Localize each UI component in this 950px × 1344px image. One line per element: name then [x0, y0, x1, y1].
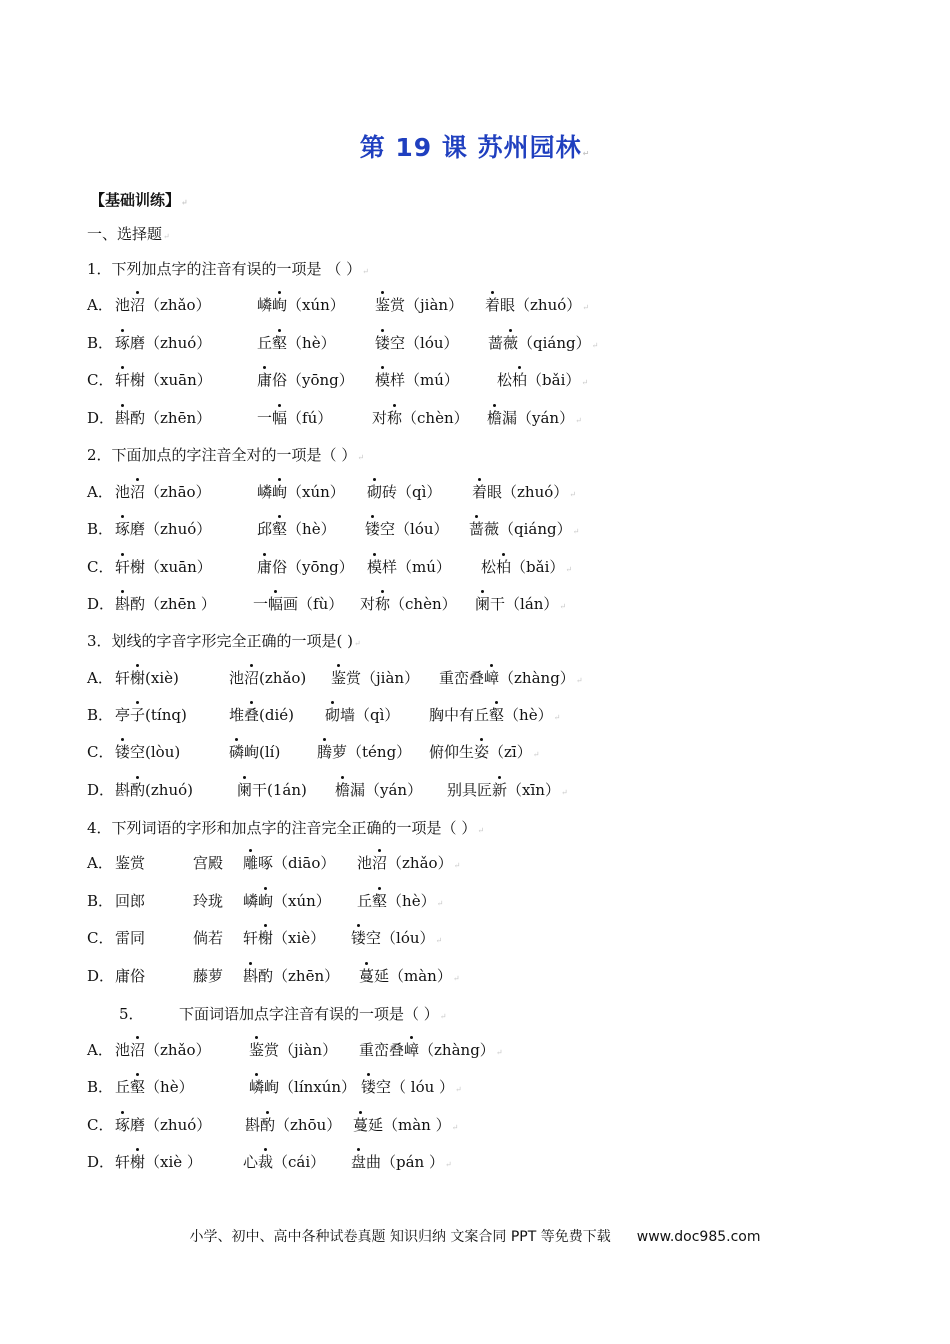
option-item — [253, 594, 343, 614]
option-item — [193, 928, 223, 948]
option-item: 蔷薇（qiáng）↵ — [488, 334, 599, 352]
option-item — [229, 742, 280, 762]
option-text: 胸中有丘 — [429, 706, 490, 724]
option-text: 松 — [481, 558, 497, 576]
option-text: 邱 — [257, 520, 273, 538]
option-text: 倘若 — [193, 929, 224, 947]
dotted-char: 着 — [485, 296, 501, 314]
option-item — [115, 333, 211, 353]
option-text: （zī） — [489, 743, 532, 761]
option-text: 空（lóu） — [366, 929, 435, 947]
dotted-char: 壑 — [489, 706, 505, 724]
option-text: (zhǎo) — [259, 669, 307, 687]
option-item — [243, 853, 335, 873]
option-label: B． — [87, 892, 114, 910]
option-text: 榭（xuān） — [130, 558, 212, 576]
option-text: 池 — [115, 296, 131, 314]
option-text: （bǎi） — [527, 371, 581, 389]
dotted-char: 酌 — [260, 1116, 276, 1134]
option-text: 磨（zhuó） — [130, 520, 212, 538]
option-text: （hè） — [387, 892, 436, 910]
option-text: 松 — [497, 371, 513, 389]
option-item: 别具匠新（xīn）↵ — [447, 781, 568, 799]
option-text: （qiáng） — [518, 334, 591, 352]
option-text: 蔷 — [488, 334, 504, 352]
option-item — [115, 295, 211, 315]
section-title: 【基础训练】↵ — [90, 191, 188, 209]
option-text: （xún） — [287, 296, 345, 314]
option-item: 镂空（ lóu ）↵ — [361, 1078, 462, 1096]
option-text: 斟 — [115, 781, 131, 799]
dotted-char: 榭 — [258, 929, 274, 947]
option-item — [375, 295, 463, 315]
option-text: 俗（yōng） — [272, 558, 354, 576]
option-text: 漏（yán） — [350, 781, 423, 799]
dotted-char: 幅 — [268, 595, 284, 613]
option-item — [115, 742, 180, 762]
dotted-char: 模 — [367, 558, 383, 576]
option-label: D． — [87, 967, 115, 985]
dotted-char: 腾 — [317, 743, 333, 761]
option-text: 庸俗 — [115, 967, 146, 985]
option-item — [365, 519, 449, 539]
option-item — [249, 1077, 356, 1097]
option-item: 蔷薇（qiáng）↵ — [469, 520, 580, 538]
option-text: （xún） — [287, 483, 345, 501]
dotted-char: 阑 — [237, 781, 253, 799]
dotted-char: 姿 — [474, 743, 490, 761]
dotted-char: 壑 — [372, 892, 388, 910]
option-label: B． — [87, 1078, 114, 1096]
option-item — [243, 891, 331, 911]
option-label: B． — [87, 334, 114, 352]
option-label: A． — [87, 669, 113, 687]
dotted-char: 嶂 — [484, 669, 500, 687]
option-item: 镂空（lóu）↵ — [351, 929, 443, 947]
option-text: （xún） — [273, 892, 331, 910]
option-text: 一 — [253, 595, 269, 613]
option-item — [257, 408, 332, 428]
option-item: 松柏（bǎi）↵ — [497, 371, 589, 389]
option-text: 池 — [229, 669, 245, 687]
option-text: 眼（zhuó） — [487, 483, 569, 501]
option-text: 空（lóu） — [380, 520, 449, 538]
option-text: 池 — [357, 854, 373, 872]
dotted-char: 镂 — [361, 1078, 377, 1096]
option-text: 玲珑 — [193, 892, 224, 910]
option-item — [115, 557, 212, 577]
dotted-char: 榭 — [130, 1153, 146, 1171]
footer-url[interactable]: www.doc985.com — [636, 1229, 761, 1245]
option-label: D． — [87, 1153, 115, 1171]
dotted-char: 叠 — [244, 706, 260, 724]
option-item: 蔓延（màn ）↵ — [353, 1116, 459, 1134]
option-text: 峋（línxún） — [264, 1078, 357, 1096]
dotted-char: 壑 — [272, 520, 288, 538]
option-item — [115, 966, 145, 986]
option-item — [193, 966, 223, 986]
option-text: （zhāo） — [145, 483, 211, 501]
option-text: 砖（qì） — [382, 483, 442, 501]
option-label: C． — [87, 1116, 114, 1134]
option-item — [243, 1152, 325, 1172]
dotted-char: 庸 — [257, 371, 273, 389]
dotted-char: 着 — [472, 483, 488, 501]
option-item — [237, 780, 307, 800]
option-item — [375, 333, 459, 353]
dotted-char: 沼 — [372, 854, 388, 872]
option-text: 堆 — [229, 706, 245, 724]
option-text: 酌（zhēn ） — [130, 595, 216, 613]
option-text: 藤萝 — [193, 967, 224, 985]
option-text: 嶙 — [257, 483, 273, 501]
page-footer: 小学、初中、高中各种试卷真题 知识归纳 文案合同 PPT 等免费下载 www.doc985.com — [189, 1229, 761, 1245]
dotted-char: 称 — [387, 409, 403, 427]
option-text: 俯仰生 — [429, 743, 475, 761]
dotted-char: 幅 — [272, 409, 288, 427]
option-text: 一 — [257, 409, 273, 427]
option-text: （fú） — [287, 409, 333, 427]
dotted-char: 蔓 — [353, 1116, 369, 1134]
option-item — [257, 370, 354, 390]
subsection-title: 一、选择题↵ — [87, 225, 170, 243]
dotted-char: 檐 — [487, 409, 503, 427]
option-text: 样（mú） — [382, 558, 451, 576]
option-text: （xiè ） — [145, 1153, 202, 1171]
option-item: 重峦叠嶂（zhàng）↵ — [439, 669, 583, 687]
dotted-char: 琢 — [115, 1116, 131, 1134]
dotted-char: 嶙 — [249, 1078, 265, 1096]
dotted-char: 镂 — [365, 520, 381, 538]
dotted-char: 蔓 — [359, 967, 375, 985]
dotted-char: 轩 — [115, 371, 131, 389]
dotted-char: 子 — [130, 706, 146, 724]
option-text: 对 — [360, 595, 376, 613]
dotted-char: 琢 — [115, 334, 131, 352]
option-item: 胸中有丘壑（hè）↵ — [429, 706, 561, 724]
option-text: 干(1án) — [252, 781, 307, 799]
dotted-char: 斟 — [115, 409, 131, 427]
option-text: 亭 — [115, 706, 131, 724]
option-item — [115, 1115, 211, 1135]
option-item — [367, 482, 441, 502]
option-text: 赏（jiàn） — [390, 296, 464, 314]
option-text: （zhàng） — [499, 669, 575, 687]
option-item — [257, 519, 336, 539]
dotted-char: 阑 — [475, 595, 491, 613]
option-item — [243, 966, 339, 986]
option-text: 丘 — [115, 1078, 131, 1096]
dotted-char: 砌 — [367, 483, 383, 501]
option-label: D． — [87, 781, 115, 799]
option-item — [193, 891, 223, 911]
question-stem: 4．下列词语的字形和加点字的注音完全正确的一项是（ ）↵ — [87, 819, 485, 837]
option-text: 磨（zhuó） — [130, 1116, 212, 1134]
option-label: C． — [87, 743, 114, 761]
option-item: 蔓延（màn）↵ — [359, 967, 460, 985]
option-item — [115, 519, 211, 539]
option-item — [360, 594, 457, 614]
option-item: 松柏（bǎi）↵ — [481, 558, 573, 576]
option-item — [375, 370, 459, 390]
option-item — [245, 1115, 341, 1135]
option-item — [115, 928, 145, 948]
option-item — [257, 333, 336, 353]
dotted-char: 镂 — [351, 929, 367, 947]
dotted-char: 柏 — [496, 558, 512, 576]
dotted-char: 庸 — [257, 558, 273, 576]
option-item — [115, 408, 211, 428]
dotted-char: 模 — [375, 371, 391, 389]
option-text: 重峦叠 — [359, 1041, 405, 1059]
option-text: 干（lán） — [490, 595, 559, 613]
option-text: 轩 — [243, 929, 259, 947]
option-label: A． — [87, 854, 113, 872]
document-page: 第 19 课 苏州园林↵ 【基础训练】↵ 一、选择题↵ 1．下列加点字的注音有误的一项是 （ ）↵ A． 池沼（zhǎo） 嶙峋（xún） 鉴赏（jiàn） 着眼（zhuó）↵ B． 琢磨（zhuó） 丘壑（hè） 镂空（lóu） 蔷薇（qiáng）↵ C． 轩榭（xuān） 庸俗（yōng） 模样（mú） 松柏（bǎi）↵ D． 斟酌（zhēn） 一幅（fú） 对称（chèn） 檐漏（yán）↵ 2．下面加点的字注音全对的一项是（ ）↵ A． 池沼（zhāo） 嶙峋（xún） 砌砖（qì） 着眼（zhuó）↵ B． 琢磨（zhuó） 邱壑（hè） 镂空（lóu） 蔷薇（qiáng）↵ C． 轩榭（xuān） 庸俗（yōng） 模样（mú） 松柏（bǎi）↵ D． 斟酌（zhēn ） 一幅画（fù） 对称（chèn） 阑干（lán）↵ 3．划线的字音字形完全正确的一项是( )↵ A． 轩榭(xiè) 池沼(zhǎo) 鉴赏（jiàn） 重峦叠嶂（zhàng）↵ B． 亭子(tínq) 堆叠(dié) 砌墙（qì） 胸中有丘壑（hè）↵ C． 镂空(lòu) 磷峋(lí) 腾萝（téng） 俯仰生姿（zī）↵ D． 斟酌(zhuó) 阑干(1án) 檐漏（yán） 别具匠新（xīn）↵ 4．下列词语的字形和加点字的注音完全正确的一项是（ ）↵ A． 鉴赏 宫殿 雕啄（diāo） 池沼（zhǎo）↵ B． 回郎 玲珑 嶙峋（xún） 丘壑（hè）↵ C． 雷同 倘若 轩榭（xiè） 镂空（lóu）↵ D． 庸俗 藤萝 斟酌（zhēn） 蔓延（màn）↵ 5． 下面词语加点字注音有误的一项是（ ）↵ A． 池沼（zhǎo） 鉴赏（jiàn） 重峦叠嶂（zhàng）↵ B． 丘壑（hè） 嶙峋（línxún） 镂空（ lóu ）↵ C． 琢磨（zhuó） 斟酌（zhōu） 蔓延（màn ）↵ D． 轩榭（xiè ） 心裁（cái） 盘曲（pán ）↵ 小学、初中、高中各种试卷真题 知识归纳 文案合同 PPT 等免费下载 www.doc985.com — [0, 0, 950, 1344]
option-text: 延（màn ） — [368, 1116, 451, 1134]
option-text: （zhōu） — [275, 1116, 342, 1134]
question-stem: 3．划线的字音字形完全正确的一项是( )↵ — [87, 632, 361, 650]
option-item — [317, 742, 411, 762]
option-item: 丘壑（hè）↵ — [357, 892, 444, 910]
option-text: 样（mú） — [390, 371, 459, 389]
option-item: 池沼（zhǎo）↵ — [357, 854, 461, 872]
dotted-char: 新 — [492, 781, 508, 799]
option-text: 重峦叠 — [439, 669, 485, 687]
option-text: 轩 — [115, 1153, 131, 1171]
dotted-char: 壑 — [272, 334, 288, 352]
dotted-char: 薇 — [503, 334, 519, 352]
option-label: D． — [87, 409, 115, 427]
option-text: 对 — [372, 409, 388, 427]
option-text: (dié) — [259, 706, 295, 724]
option-text: 轩 — [115, 669, 131, 687]
dotted-char: 砌 — [325, 706, 341, 724]
option-item — [229, 668, 306, 688]
dotted-char: 磷 — [229, 743, 245, 761]
option-text: （zhǎo） — [145, 1041, 211, 1059]
option-text: 榭（xuān） — [130, 371, 212, 389]
option-text: 池 — [115, 1041, 131, 1059]
option-text: 鉴赏 — [115, 854, 146, 872]
dotted-char: 镂 — [375, 334, 391, 352]
option-item — [243, 928, 325, 948]
option-label: D． — [87, 595, 115, 613]
option-text: 空（ lóu ） — [376, 1078, 455, 1096]
dotted-char: 榭 — [130, 669, 146, 687]
dotted-char: 鉴 — [375, 296, 391, 314]
option-item: 重峦叠嶂（zhàng）↵ — [359, 1041, 503, 1059]
option-text: 眼（zhuó） — [500, 296, 582, 314]
option-text: （xīn） — [507, 781, 560, 799]
page-title: 第 19 课 苏州园林↵ — [359, 133, 591, 162]
option-text: 丘 — [257, 334, 273, 352]
dotted-char: 沼 — [244, 669, 260, 687]
option-text: 墙（qì） — [340, 706, 400, 724]
option-text: 薇（qiáng） — [484, 520, 572, 538]
option-text: 丘 — [357, 892, 373, 910]
option-text: （bǎi） — [511, 558, 565, 576]
dotted-char: 蔷 — [469, 520, 485, 538]
option-item — [115, 668, 179, 688]
option-label: B． — [87, 706, 114, 724]
option-item: 盘曲（pán ）↵ — [351, 1153, 452, 1171]
option-text: （hè） — [145, 1078, 194, 1096]
option-text: 心 — [243, 1153, 259, 1171]
option-text: 回郎 — [115, 892, 146, 910]
question-stem: 1．下列加点字的注音有误的一项是 （ ）↵ — [87, 260, 369, 278]
option-item — [367, 557, 451, 577]
option-label: A． — [87, 296, 113, 314]
option-text: 雷同 — [115, 929, 146, 947]
option-label: C． — [87, 558, 114, 576]
option-text: （cái） — [273, 1153, 326, 1171]
option-item — [257, 557, 354, 577]
option-label: B． — [87, 520, 114, 538]
option-item — [325, 705, 399, 725]
option-text: 宫殿 — [193, 854, 224, 872]
option-text: 酌（zhēn） — [258, 967, 340, 985]
option-item — [335, 780, 422, 800]
dotted-char: 峋 — [272, 483, 288, 501]
option-text: 空（lóu） — [390, 334, 459, 352]
option-text: （chèn） — [390, 595, 457, 613]
dotted-char: 壑 — [130, 1078, 146, 1096]
option-text: （hè） — [287, 334, 336, 352]
dotted-char: 峋 — [272, 296, 288, 314]
option-text: 赏（jiàn） — [346, 669, 420, 687]
dotted-char: 沼 — [130, 1041, 146, 1059]
dotted-char: 雕 — [243, 854, 259, 872]
dotted-char: 斟 — [115, 595, 131, 613]
option-item — [193, 853, 223, 873]
option-item: 着眼（zhuó）↵ — [472, 483, 576, 501]
option-text: 漏（yán） — [502, 409, 575, 427]
option-text: （zhàng） — [419, 1041, 495, 1059]
option-text: (tínq) — [145, 706, 187, 724]
option-text: （zhǎo） — [387, 854, 453, 872]
option-text: （hè） — [504, 706, 553, 724]
dotted-char: 琢 — [115, 520, 131, 538]
option-item — [257, 295, 345, 315]
option-text: 嶙 — [243, 892, 259, 910]
option-text: （xiè） — [273, 929, 326, 947]
dotted-char: 沼 — [130, 483, 146, 501]
dotted-char: 轩 — [115, 558, 131, 576]
option-item — [115, 891, 145, 911]
option-item — [372, 408, 469, 428]
option-text: （hè） — [287, 520, 336, 538]
option-text: 池 — [115, 483, 131, 501]
dotted-char: 裁 — [258, 1153, 274, 1171]
dotted-char: 沼 — [130, 296, 146, 314]
option-label: C． — [87, 371, 114, 389]
option-text: 峋(lí) — [244, 743, 281, 761]
option-item — [115, 370, 212, 390]
option-text: (xiè) — [145, 669, 179, 687]
dotted-char: 柏 — [512, 371, 528, 389]
dotted-char: 峋 — [258, 892, 274, 910]
option-text: 酌（zhēn） — [130, 409, 212, 427]
option-item — [115, 853, 145, 873]
option-item — [115, 705, 187, 725]
option-text: 赏（jiàn） — [264, 1041, 338, 1059]
dotted-char: 嶂 — [404, 1041, 420, 1059]
option-item — [115, 780, 193, 800]
dotted-char: 鉴 — [249, 1041, 265, 1059]
option-text: 俗（yōng） — [272, 371, 354, 389]
dotted-char: 镂 — [115, 743, 131, 761]
option-item — [249, 1040, 337, 1060]
dotted-char: 称 — [375, 595, 391, 613]
question-stem: 2．下面加点的字注音全对的一项是（ ）↵ — [87, 446, 365, 464]
option-item — [257, 482, 345, 502]
option-text: 啄（diāo） — [258, 854, 336, 872]
option-text: （zhǎo） — [145, 296, 211, 314]
option-item — [115, 594, 216, 614]
option-item — [115, 482, 211, 502]
option-text: （chèn） — [402, 409, 469, 427]
option-item — [229, 705, 294, 725]
option-text: 空(lòu) — [130, 743, 181, 761]
option-text: 磨（zhuó） — [130, 334, 212, 352]
option-text: 延（màn） — [374, 967, 452, 985]
option-label: A． — [87, 1041, 113, 1059]
option-item — [115, 1077, 194, 1097]
dotted-char: 斟 — [243, 967, 259, 985]
option-item: 着眼（zhuó）↵ — [485, 296, 589, 314]
option-text: 嶙 — [257, 296, 273, 314]
option-label: A． — [87, 483, 113, 501]
option-text: 曲（pán ） — [366, 1153, 444, 1171]
option-item: 俯仰生姿（zī）↵ — [429, 743, 540, 761]
option-item: 檐漏（yán）↵ — [487, 409, 582, 427]
option-item — [331, 668, 419, 688]
option-text: 别具匠 — [447, 781, 493, 799]
option-text: (zhuó) — [145, 781, 193, 799]
option-label: C． — [87, 929, 114, 947]
option-text: 画（fù） — [283, 595, 344, 613]
option-item — [115, 1152, 202, 1172]
option-text: 萝（téng） — [332, 743, 412, 761]
dotted-char: 檐 — [335, 781, 351, 799]
option-text: 斟 — [245, 1116, 261, 1134]
dotted-char: 盘 — [351, 1153, 367, 1171]
dotted-char: 鉴 — [331, 669, 347, 687]
option-item — [115, 1040, 211, 1060]
option-item: 阑干（lán）↵ — [475, 595, 567, 613]
dotted-char: 酌 — [130, 781, 146, 799]
